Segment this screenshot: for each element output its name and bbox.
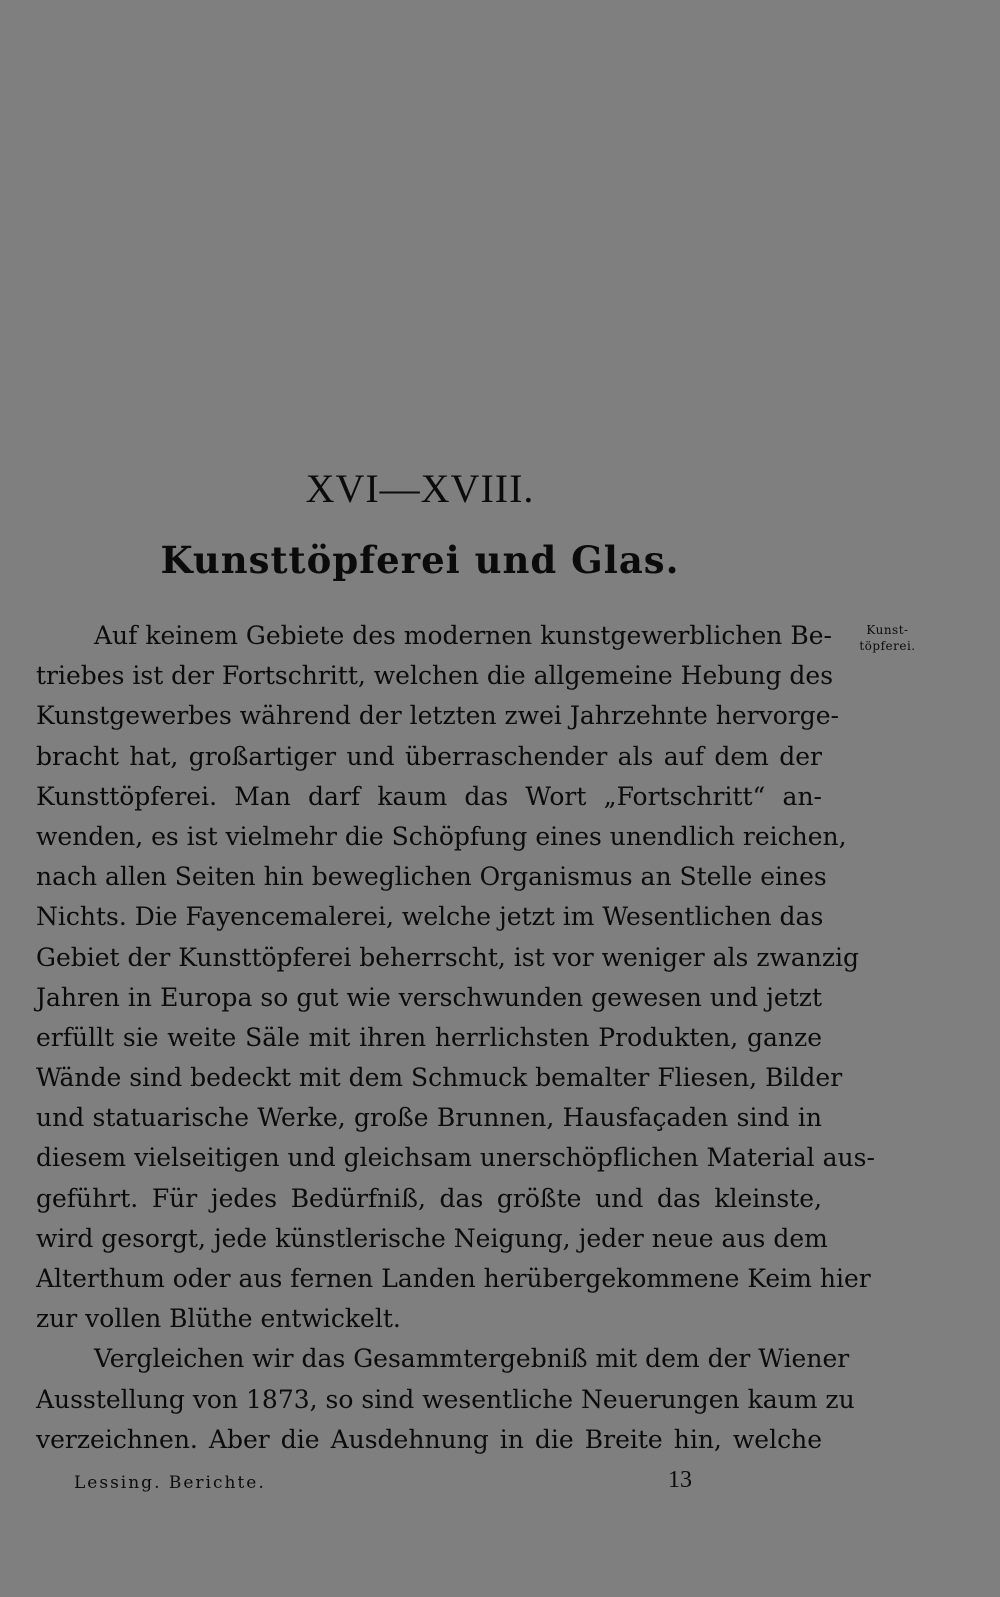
text-line: Ausstellung von 1873, so sind wesentliche Neuerungen kaum zu: [36, 1384, 855, 1414]
text-line: nach allen Seiten hin beweglichen Organismus an Stelle eines: [36, 862, 827, 892]
margin-note: [840, 622, 935, 654]
text-line: verzeichnen. Aber die Ausdehnung in die Breite hin, welche: [36, 1424, 822, 1454]
text-line: Vergleichen wir das Gesammtergebniß mit dem der Wiener: [94, 1344, 850, 1374]
text-line: Kunsttöpferei. Man darf kaum das Wort „Fortschritt“ an-: [36, 781, 822, 811]
paragraph: [36, 1339, 855, 1460]
margin-note-line: Kunst-: [866, 623, 909, 637]
text-line: geführt. Für jedes Bedürfniß, das größte und das kleinste,: [36, 1183, 822, 1213]
page-number: 13: [668, 1467, 692, 1493]
body-text: [36, 616, 875, 1460]
text-line: Auf keinem Gebiete des modernen kunstgewerblichen Be-: [94, 621, 832, 650]
text-line: Gebiet der Kunsttöpferei beherrscht, ist vor weniger als zwanzig: [36, 942, 860, 972]
text-line: diesem vielseitigen und gleichsam unerschöpflichen Material aus-: [36, 1143, 875, 1173]
text-line: Alterthum oder aus fernen Landen herübergekommene Keim hier: [36, 1264, 871, 1293]
text-line: wird gesorgt, jede künstlerische Neigung, jeder neue aus dem: [36, 1223, 828, 1253]
text-line: zur vollen Blüthe entwickelt.: [36, 1304, 401, 1334]
chapter-title: Kunsttöpferei und Glas.: [160, 538, 680, 582]
text-line: Kunstgewerbes während der letzten zwei Jahrzehnte hervorge-: [36, 701, 839, 731]
text-line: wenden, es ist vielmehr die Schöpfung eines unendlich reichen,: [36, 821, 847, 851]
text-line: Jahren in Europa so gut wie verschwunden gewesen und jetzt: [36, 982, 822, 1012]
footer-signature: Lessing. Berichte.: [74, 1473, 266, 1493]
text-line: erfüllt sie weite Säle mit ihren herrlichsten Produkten, ganze: [36, 1022, 822, 1052]
margin-note-line: töpferei.: [859, 639, 916, 653]
chapter-number: XVI—XVIII.: [305, 466, 535, 511]
text-line: Nichts. Die Fayencemalerei, welche jetzt im Wesentlichen das: [36, 902, 824, 932]
text-line: und statuarische Werke, große Brunnen, Hausfaçaden sind in: [36, 1103, 822, 1133]
text-line: Wände sind bedeckt mit dem Schmuck bemalter Fliesen, Bilder: [36, 1063, 843, 1093]
text-line: triebes ist der Fortschritt, welchen die allgemeine Hebung des: [36, 661, 834, 691]
paragraph: [36, 616, 875, 1339]
text-line: bracht hat, großartiger und überraschender als auf dem der: [36, 741, 822, 771]
